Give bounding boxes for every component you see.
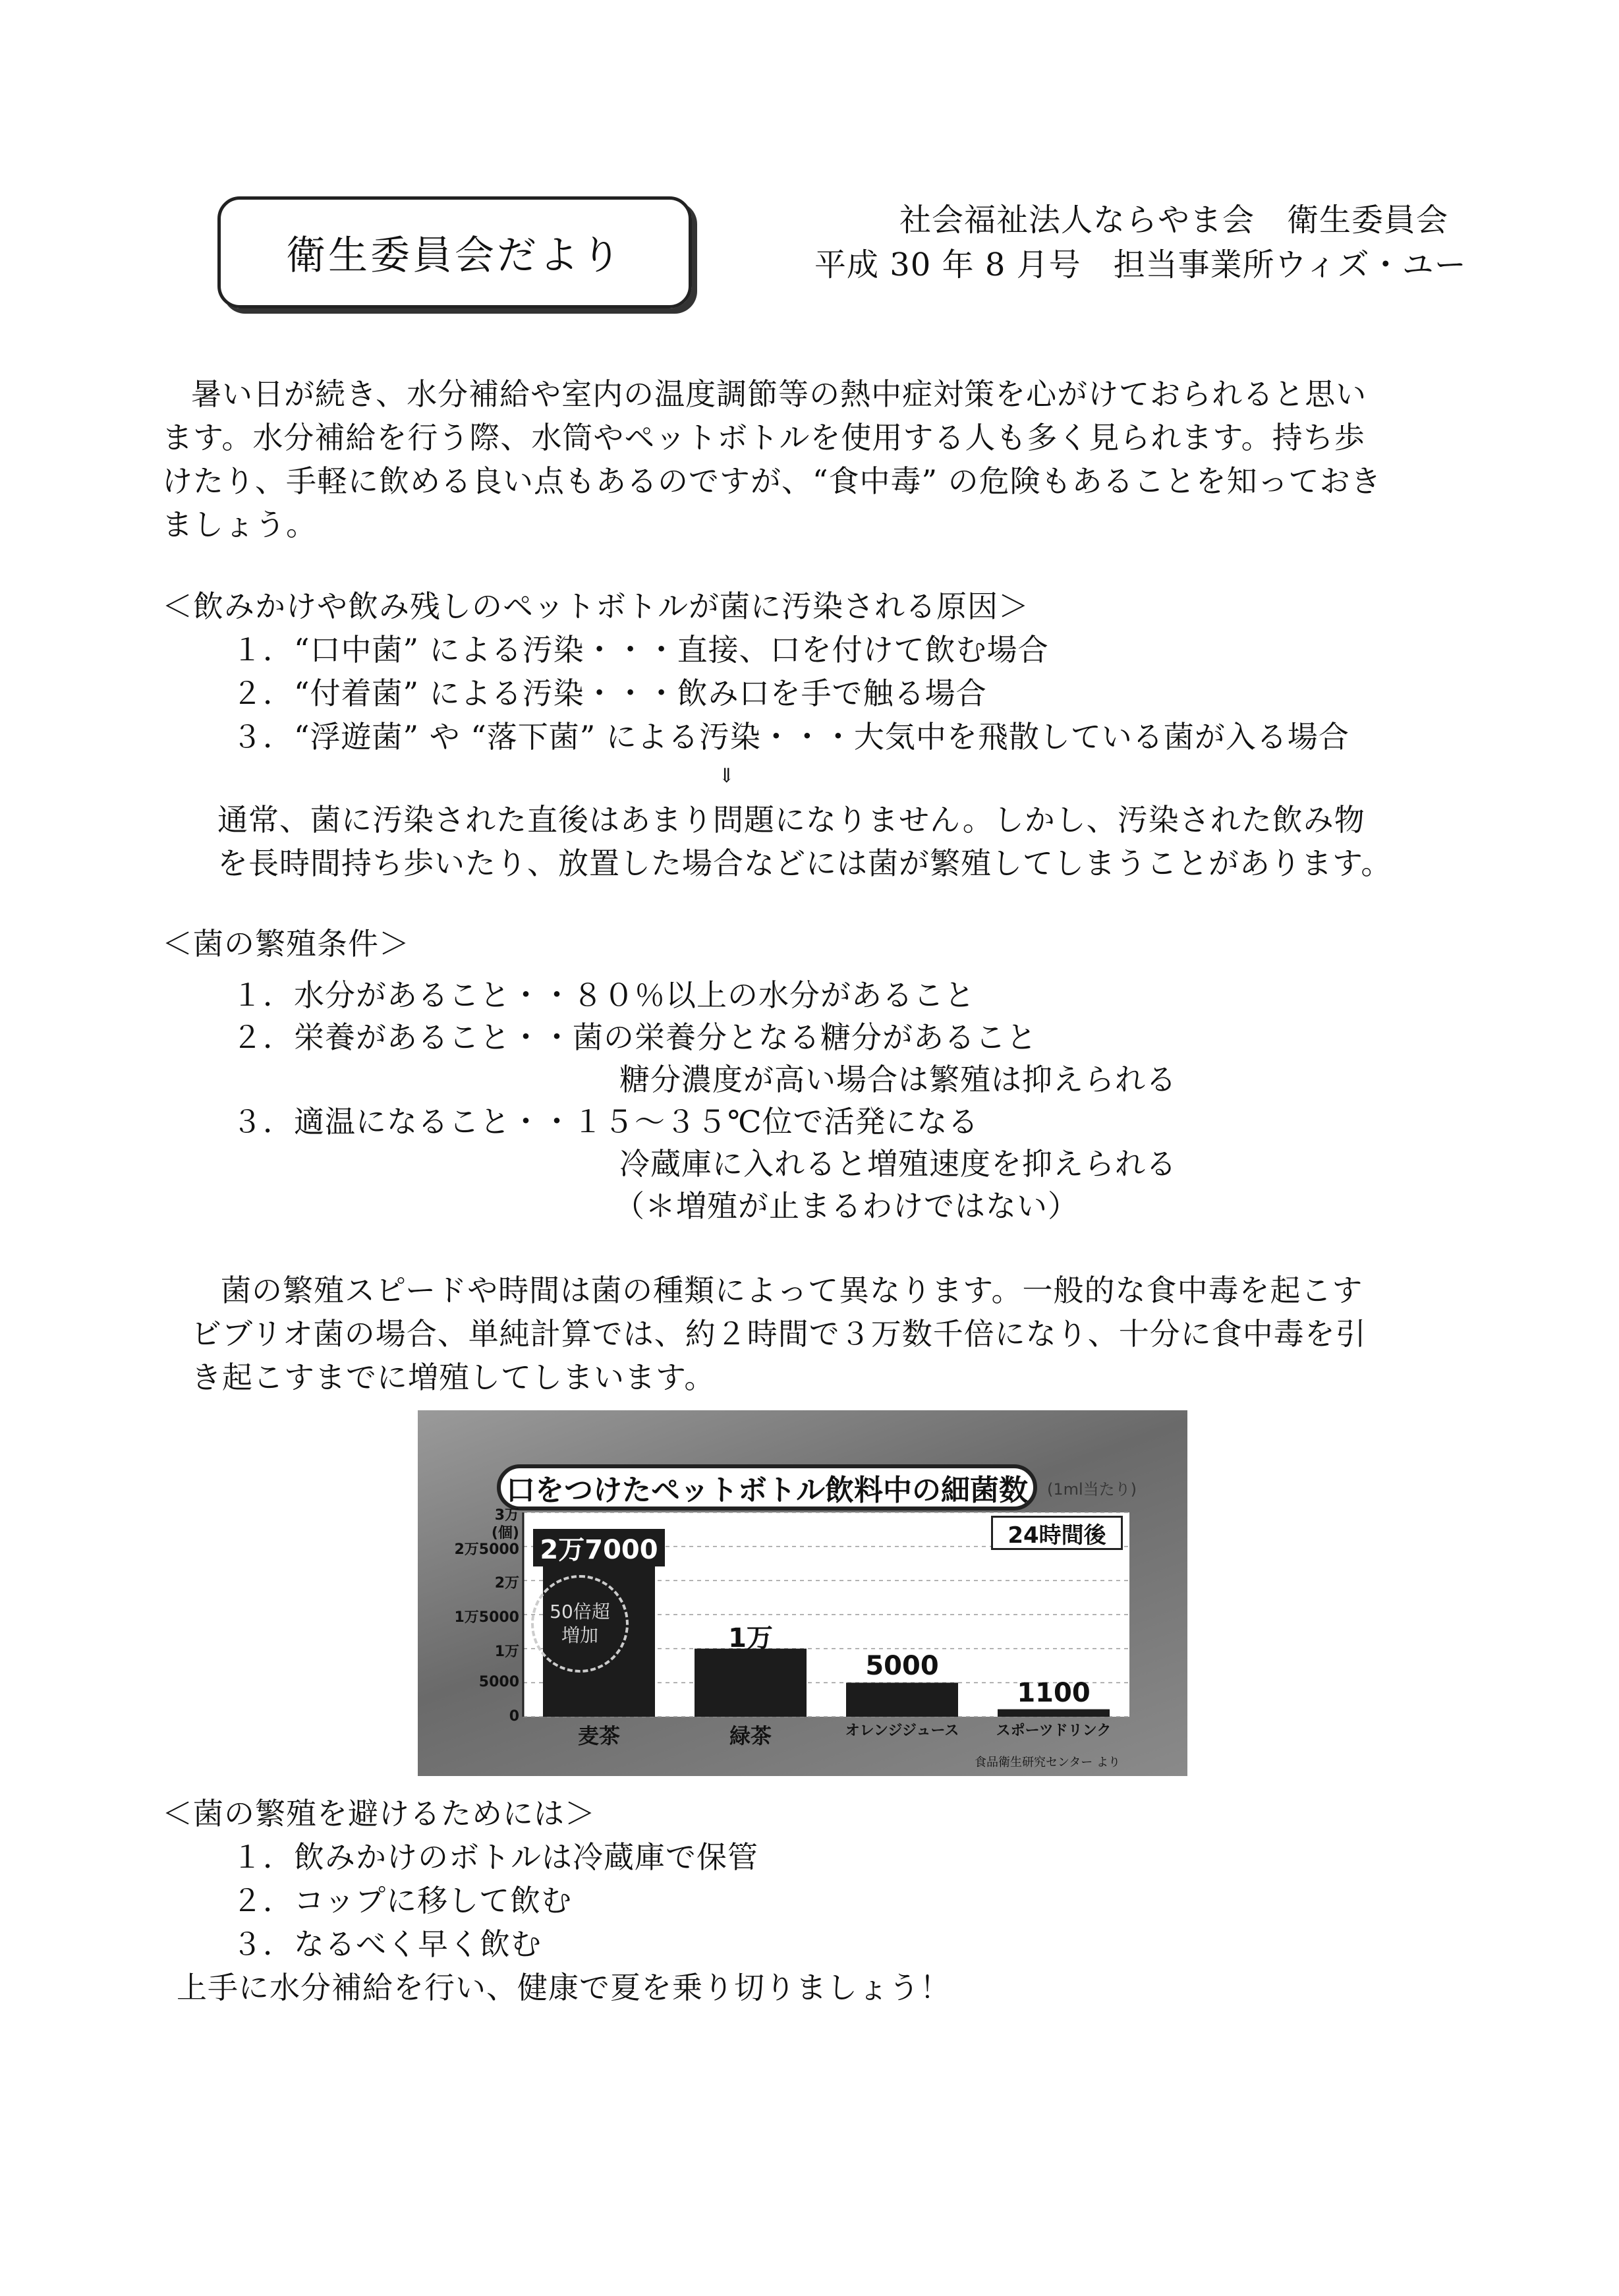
- condition-3-note: 冷蔵庫に入れると増殖速度を抑えられる: [619, 1146, 1177, 1182]
- condition-2: ２．栄養があること・・菌の栄養分となる糖分があること: [232, 1019, 1037, 1055]
- category-label: スポーツドリンク: [996, 1723, 1112, 1739]
- y-tick-label: 5000: [478, 1674, 519, 1691]
- chart-bar: [846, 1682, 958, 1717]
- condition-3: ３．適温になること・・１５～３５℃位で活発になる: [232, 1104, 979, 1139]
- section1-note-line-1: 通常、菌に汚染された直後はあまり問題になりません。しかし、汚染された飲み物: [217, 802, 1365, 838]
- section1-item-1: １．“口中菌” による汚染・・・直接、口を付けて飲む場合: [232, 632, 1049, 668]
- para2-line-3: き起こすまでに増殖してしまいます。: [191, 1360, 716, 1395]
- prevention-item-1: １．飲みかけのボトルは冷蔵庫で保管: [232, 1839, 758, 1875]
- chart-time-badge: [991, 1516, 1123, 1550]
- chart-title-banner: [497, 1464, 1037, 1510]
- bar-value-label: 5000: [865, 1651, 939, 1682]
- y-tick-label: 0: [509, 1708, 519, 1725]
- intro-line-3: けたり、手軽に飲める良い点もあるのですが、“食中毒” の危険もあることを知っておき: [162, 463, 1382, 499]
- chart-callout-line-1: 50倍超: [550, 1601, 610, 1622]
- organization-name: 社会福祉法人ならやま会 衛生委員会: [899, 202, 1449, 239]
- y-tick-label: 2万5000: [454, 1541, 519, 1558]
- y-tick-label: 1万: [494, 1643, 519, 1660]
- condition-1: １．水分があること・・８０％以上の水分があること: [232, 977, 975, 1013]
- chart-time-label: 24時間後: [1008, 1522, 1106, 1549]
- prevention-item-2: ２．コップに移して飲む: [232, 1883, 573, 1918]
- intro-line-1: 暑い日が続き、水分補給や室内の温度調節等の熱中症対策を心がけておられると思い: [191, 376, 1367, 412]
- section1-heading: ＜飲みかけや飲み残しのペットボトルが菌に汚染される原因＞: [162, 588, 1029, 624]
- y-tick-label: 3万: [494, 1507, 519, 1524]
- chart-bar: [695, 1649, 807, 1717]
- down-arrow-icon: ⇓: [718, 764, 735, 788]
- newsletter-title-box: [217, 196, 692, 308]
- chart-unit-note: (1ml当たり): [1047, 1480, 1137, 1499]
- chart-source: 食品衛生研究センター より: [975, 1756, 1121, 1769]
- para2-line-2: ビブリオ菌の場合、単純計算では、約２時間で３万数千倍になり、十分に食中毒を引: [191, 1316, 1367, 1352]
- y-tick-label: 2万: [494, 1575, 519, 1592]
- y-tick-label: 1万5000: [454, 1609, 519, 1626]
- section1-item-3: ３．“浮遊菌” や “落下菌” による汚染・・・大気中を飛散している菌が入る場合: [232, 719, 1349, 755]
- bar-value-label: 2万7000: [533, 1529, 665, 1566]
- section2-heading: ＜菌の繁殖条件＞: [162, 926, 410, 961]
- para2-line-1: 菌の繁殖スピードや時間は菌の種類によって異なります。一般的な食中毒を起こす: [221, 1273, 1363, 1308]
- category-label: 麦茶: [577, 1723, 620, 1748]
- intro-line-2: ます。水分補給を行う際、水筒やペットボトルを使用する人も多く見られます。持ち歩: [162, 420, 1365, 455]
- chart-title: 口をつけたペットボトル飲料中の細菌数: [506, 1474, 1028, 1507]
- intro-line-4: ましょう。: [162, 507, 317, 542]
- section3-heading: ＜菌の繁殖を避けるためには＞: [162, 1796, 596, 1831]
- bar-value-label: 1万: [728, 1622, 773, 1653]
- chart-callout-line-2: 増加: [561, 1624, 598, 1646]
- section1-note-line-2: を長時間持ち歩いたり、放置した場合などには菌が繁殖してしまうことがあります。: [217, 846, 1392, 881]
- bacteria-count-chart: [418, 1410, 1187, 1776]
- category-label: 緑茶: [729, 1723, 772, 1748]
- issue-info: 平成 30 年 8 月号 担当事業所ウィズ・ユー: [814, 246, 1467, 283]
- section1-item-2: ２．“付着菌” による汚染・・・飲み口を手で触る場合: [232, 675, 987, 711]
- bar-value-label: 1100: [1017, 1677, 1091, 1708]
- closing-message: 上手に水分補給を行い、健康で夏を乗り切りましょう！: [177, 1970, 951, 2005]
- newsletter-title: 衛生委員会だより: [286, 233, 623, 279]
- condition-3-subnote: （＊増殖が止まるわけではない）: [614, 1188, 1079, 1224]
- category-label: オレンジジュース: [845, 1723, 959, 1739]
- chart-callout: [531, 1575, 629, 1673]
- prevention-item-3: ３．なるべく早く飲む: [232, 1926, 542, 1962]
- y-axis-unit: (個): [491, 1525, 519, 1541]
- chart-bar: [998, 1709, 1110, 1717]
- condition-2-note: 糖分濃度が高い場合は繁殖は抑えられる: [619, 1062, 1177, 1097]
